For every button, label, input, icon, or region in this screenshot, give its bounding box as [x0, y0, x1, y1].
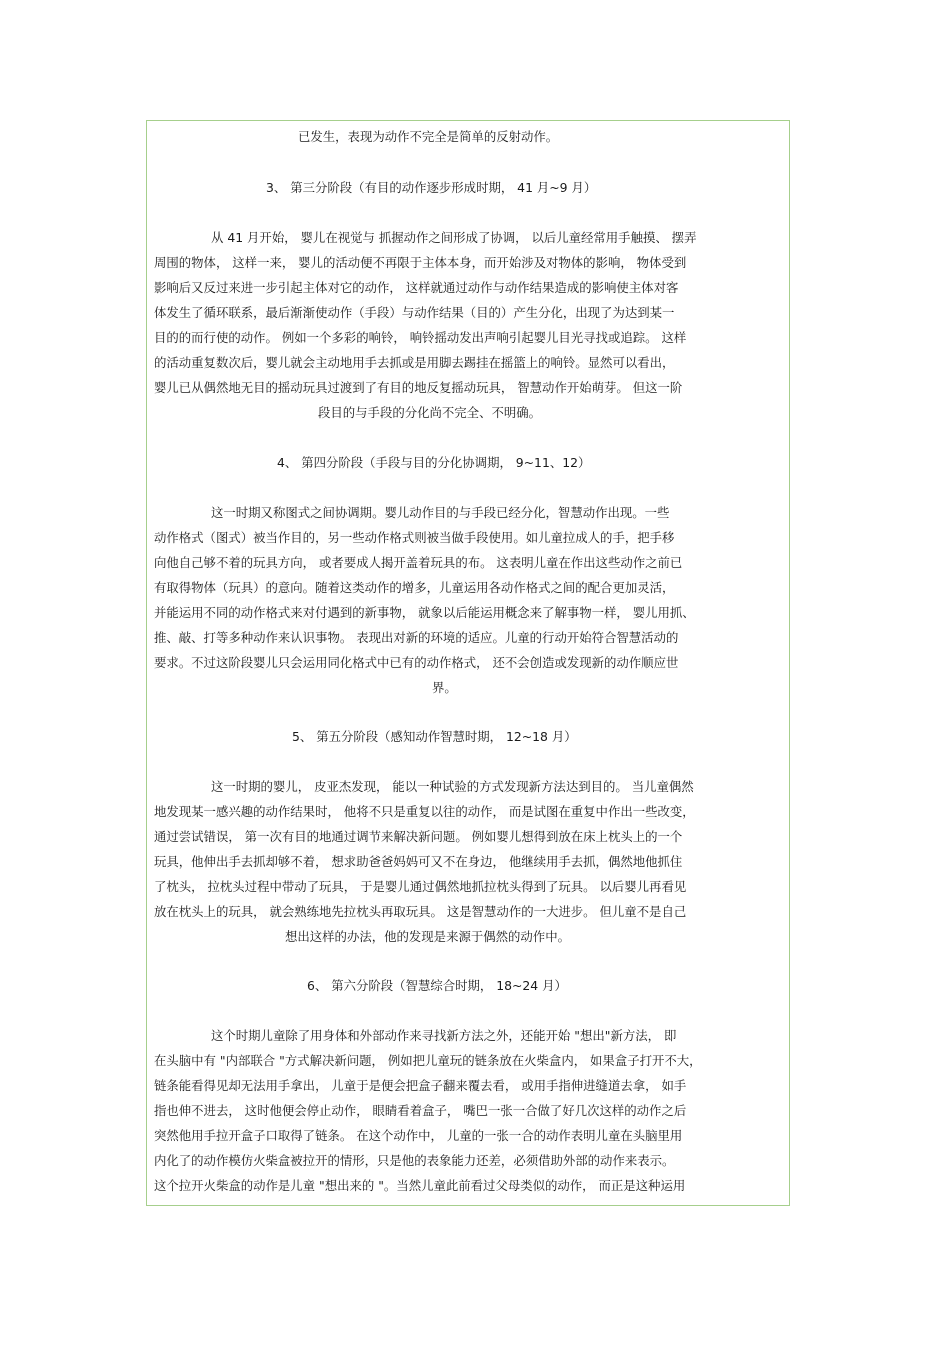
paragraph-line: 已发生，表现为动作不完全是简单的反射动作。 [298, 129, 559, 144]
paragraph-line: 玩具，他伸出手去抓却够不着， 想求助爸爸妈妈可又不在身边， 他继续用手去抓，偶然地他抓住 [154, 854, 683, 869]
paragraph-line: 这个时期儿童除了用身体和外部动作来寻找新方法之外，还能开始 "想出"新方法， 即 [211, 1028, 677, 1043]
paragraph-line: 通过尝试错误， 第一次有目的地通过调节来解决新问题。 例如婴儿想得到放在床上枕头上的一个 [154, 829, 683, 844]
paragraph-line: 目的的而行使的动作。 例如一个多彩的响铃， 响铃摇动发出声响引起婴儿目光寻找或追踪。 这样 [154, 330, 687, 345]
paragraph-line: 段目的与手段的分化尚不完全、不明确。 [318, 405, 542, 420]
section-heading-4: 4、 第四分阶段（手段与目的分化协调期， 9~11、12） [277, 455, 591, 470]
paragraph-line: 了枕头， 拉枕头过程中带动了玩具， 于是婴儿通过偶然地抓拉枕头得到了玩具。 以后婴儿再看见 [154, 879, 687, 894]
paragraph-line: 影响后又反过来进一步引起主体对它的动作， 这样就通过动作与动作结果造成的影响使主体对客 [154, 280, 679, 295]
paragraph-line: 有取得物体（玩具）的意向。随着这类动作的增多，儿童运用各动作格式之间的配合更加灵活， [154, 580, 675, 595]
paragraph-line: 在头脑中有 "内部联合 "方式解决新问题， 例如把儿童玩的链条放在火柴盒内， 如果盒子打开不大， [154, 1053, 702, 1068]
section-heading-6: 6、 第六分阶段（智慧综合时期， 18~24 月） [307, 978, 567, 993]
paragraph-line: 内化了的动作模仿火柴盒被拉开的情形，只是他的表象能力还差，必须借助外部的动作来表示。 [154, 1153, 675, 1168]
paragraph-line: 要求。不过这阶段婴儿只会运用同化格式中已有的动作格式， 还不会创造或发现新的动作顺应世 [154, 655, 679, 670]
paragraph-line: 的活动重复数次后，婴儿就会主动地用手去抓或是用脚去踢挂在摇篮上的响铃。显然可以看出， [154, 355, 675, 370]
paragraph-line: 向他自己够不着的玩具方向， 或者要成人揭开盖着玩具的布。 这表明儿童在作出这些动作之前已 [154, 555, 683, 570]
paragraph-line: 界。 [432, 680, 457, 695]
paragraph-line: 突然他用手拉开盒子口取得了链条。 在这个动作中， 儿童的一张一合的动作表明儿童在头脑里用 [154, 1128, 683, 1143]
paragraph-line: 从 41 月开始， 婴儿在视觉与 抓握动作之间形成了协调， 以后儿童经常用手触摸、 摆弄 [211, 230, 697, 245]
paragraph-line: 放在枕头上的玩具， 就会熟练地先拉枕头再取玩具。 这是智慧动作的一大进步。 但儿童不是自己 [154, 904, 687, 919]
paragraph-line: 体发生了循环联系，最后渐渐使动作（手段）与动作结果（目的）产生分化，出现了为达到某一 [154, 305, 675, 320]
paragraph-line: 婴儿已从偶然地无目的摇动玩具过渡到了有目的地反复摇动玩具， 智慧动作开始萌芽。 但这一阶 [154, 380, 683, 395]
section-heading-3: 3、 第三分阶段（有目的动作逐步形成时期， 41 月~9 月） [266, 180, 597, 195]
paragraph-line: 地发现某一感兴趣的动作结果时， 他将不只是重复以往的动作， 而是试图在重复中作出一些改变， [154, 804, 695, 819]
paragraph-line: 想出这样的办法，他的发现是来源于偶然的动作中。 [285, 929, 570, 944]
paragraph-line: 这个拉开火柴盒的动作是儿童 "想出来的 "。当然儿童此前看过父母类似的动作， 而正是这种运用 [154, 1178, 686, 1193]
paragraph-line: 指也伸不进去， 这时他便会停止动作， 眼睛看着盒子， 嘴巴一张一合做了好几次这样的动作之后 [154, 1103, 687, 1118]
paragraph-line: 这一时期又称图式之间协调期。婴儿动作目的与手段已经分化，智慧动作出现。一些 [211, 505, 670, 520]
section-heading-5: 5、 第五分阶段（感知动作智慧时期， 12~18 月） [292, 729, 577, 744]
paragraph-line: 链条能看得见却无法用手拿出， 儿童于是便会把盒子翻来覆去看， 或用手指伸进缝道去拿， 如手 [154, 1078, 687, 1093]
paragraph-line: 并能运用不同的动作格式来对付遇到的新事物， 就象以后能运用概念来了解事物一样， 婴儿用抓、 [154, 605, 695, 620]
paragraph-line: 这一时期的婴儿， 皮亚杰发现， 能以一种试验的方式发现新方法达到目的。 当儿童偶然 [211, 779, 694, 794]
paragraph-line: 周围的物体， 这样一来， 婴儿的活动便不再限于主体本身，而开始涉及对物体的影响， 物体受到 [154, 255, 687, 270]
paragraph-line: 推、敲、打等多种动作来认识事物。 表现出对新的环境的适应。儿童的行动开始符合智慧活动的 [154, 630, 679, 645]
paragraph-line: 动作格式（图式）被当作目的，另一些动作格式则被当做手段使用。如儿童拉成人的手，把手移 [154, 530, 675, 545]
